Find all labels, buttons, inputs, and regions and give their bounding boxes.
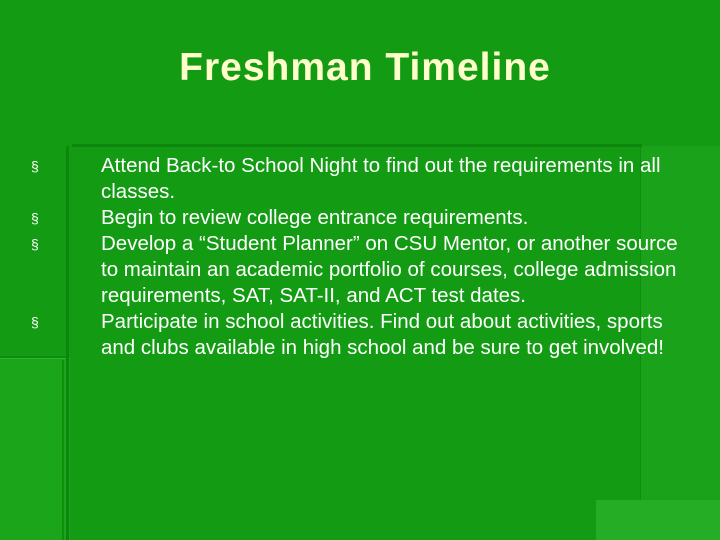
bullet-item	[28, 205, 693, 231]
bullet-text: Begin to review college entrance requirements.	[101, 206, 529, 229]
bullet-text: Attend Back-to School Night to find out the requirements in all classes.	[101, 154, 661, 203]
slide-title: Freshman Timeline	[179, 46, 551, 89]
background-panel	[0, 358, 70, 540]
bullet-text: Develop a “Student Planner” on CSU Mentor, or another source to maintain an academic portfolio of courses, college admission requirements, SAT, SAT-II, and ACT test dates.	[101, 232, 678, 307]
square-bullet-icon: §	[31, 314, 39, 330]
bullet-text: Participate in school activities. Find out about activities, sports and clubs available in high school and be sure to get involved!	[101, 310, 664, 359]
divider-line	[72, 144, 642, 147]
bullet-item	[28, 309, 693, 361]
divider-line	[62, 360, 64, 540]
square-bullet-icon: §	[31, 210, 39, 226]
square-bullet-icon: §	[31, 236, 39, 252]
bullet-item	[28, 153, 693, 205]
bullet-item	[28, 231, 693, 309]
square-bullet-icon: §	[31, 158, 39, 174]
bullet-list	[28, 153, 693, 361]
background-panel	[596, 500, 720, 540]
